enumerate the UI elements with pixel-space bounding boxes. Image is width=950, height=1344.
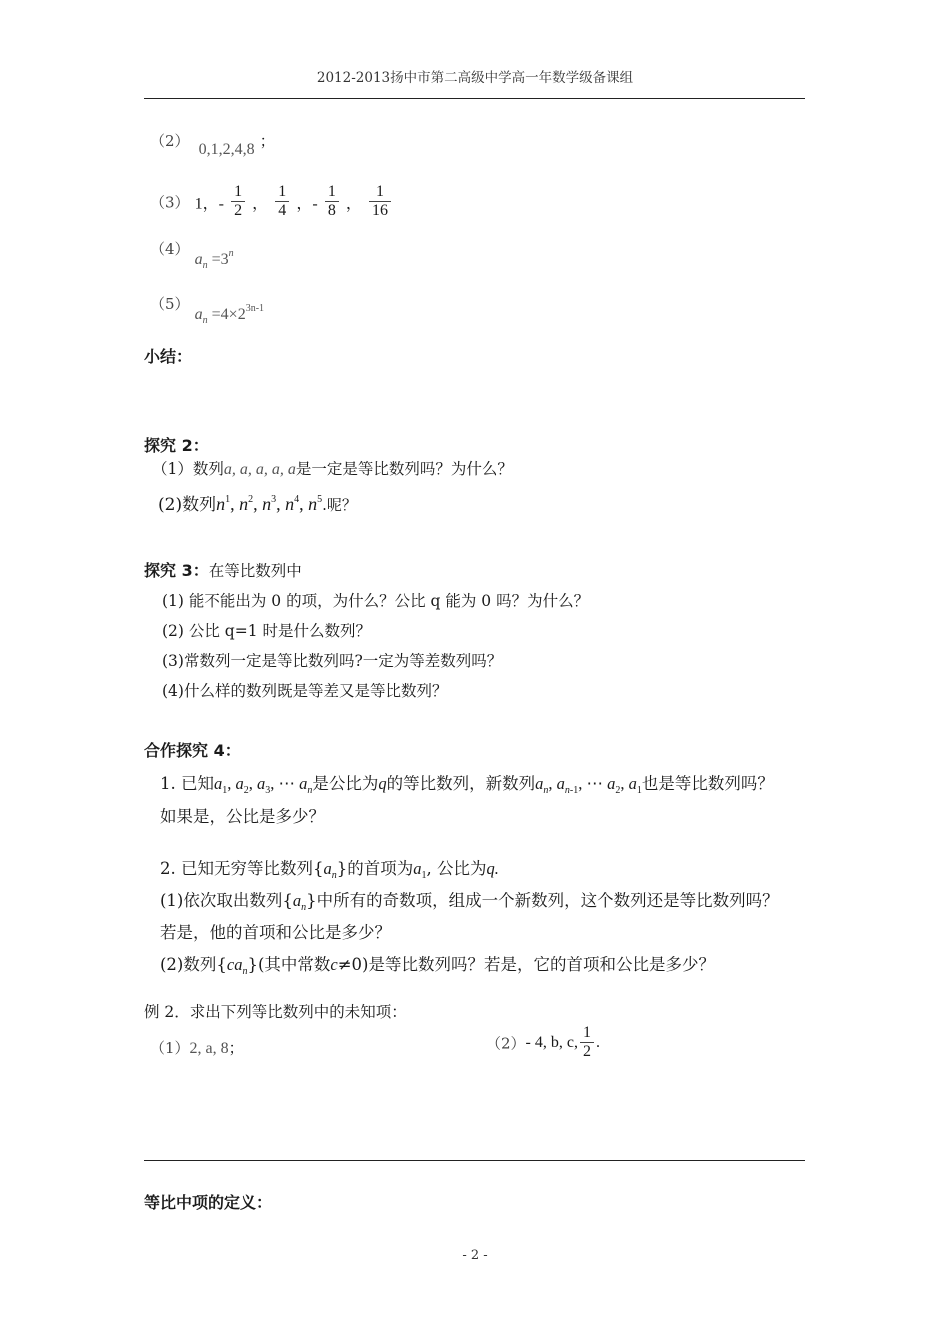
- text: (2)数列{: [160, 955, 227, 974]
- formula: $a_n =4\times 2^{3n-1}$: [194, 303, 265, 326]
- sequence-an-a1: $a_n$, $a_{n-1}$, ⋯ $a_2$, $a_1$: [535, 774, 642, 796]
- explore3-item: (4)什么样的数列既是等差又是等比数列？: [162, 682, 448, 700]
- explore2-q2: [158, 490, 357, 515]
- explore3-item: (2) 公比 q=1 时是什么数列？: [162, 622, 372, 640]
- explore2-title: 探究 2：: [144, 436, 209, 455]
- explore4-problem1-line2: 如果是，公比是多少？: [160, 807, 325, 826]
- semicolon: ；: [228, 1039, 244, 1057]
- text: , 公比为: [426, 859, 487, 878]
- formula: $a_n =3^n$: [194, 248, 234, 271]
- text: (1)依次取出数列{: [160, 891, 293, 910]
- period: .: [595, 1033, 600, 1051]
- ratio-symbol: q: [378, 774, 387, 793]
- example-2: [150, 130, 275, 158]
- page-header: 2012-2013扬中市第二高级中学高一年数学级备课组: [316, 70, 634, 86]
- a-n: $a_n$: [323, 859, 337, 881]
- example-label: （5）: [150, 295, 190, 313]
- question-label: (2)数列: [158, 495, 217, 515]
- header-rule: [144, 98, 805, 99]
- page-number: - 2 -: [462, 1248, 488, 1263]
- explore3-item: (3)常数列一定是等比数列吗?一定为等差数列吗？: [162, 652, 503, 670]
- explore4-problem1: [160, 770, 774, 796]
- text: 也是等比数列吗？: [641, 774, 774, 793]
- explore3-title: 探究 3：: [144, 561, 209, 580]
- sequence-expr: - 4, b, c,: [525, 1033, 578, 1051]
- example-3: [150, 183, 393, 221]
- text: ≠0)是等比数列吗？若是，它的首项和公比是多少？: [337, 955, 715, 974]
- sequence-expr: 0,1,2,4,8: [198, 141, 255, 158]
- explore4-problem2-part1-line2: 若是，他的首项和公比是多少？: [160, 923, 391, 942]
- part-label: （2）: [486, 1034, 526, 1053]
- sequence-a1-an: $a_1$, $a_2$, $a_3$, ⋯ $a_n$: [214, 774, 313, 796]
- text: }中所有的奇数项，组成一个新数列，这个数列还是等比数列吗？: [306, 891, 779, 910]
- text: 2. 已知无穷等比数列{: [160, 859, 324, 878]
- sequence-expr: $n^1$, $n^2$, $n^3$, $n^4$, $n^5$: [216, 494, 323, 514]
- fraction-half: $\frac{1}{2}$: [231, 183, 245, 221]
- fraction-half: $\frac{1}{2}$: [580, 1024, 594, 1062]
- semicolon: ；: [259, 132, 275, 150]
- explore4-problem2: [160, 855, 499, 881]
- comma: ，: [345, 195, 362, 213]
- example-label: （4）: [150, 240, 190, 258]
- text: 的等比数列，新数列: [386, 774, 536, 793]
- explore2-q1: [152, 457, 513, 479]
- a-n: $a_n$: [292, 891, 307, 913]
- explore3-heading: [144, 558, 302, 581]
- definition-title: 等比中项的定义：: [144, 1193, 273, 1212]
- section-rule: [144, 1160, 805, 1161]
- question-text: 是一定是等比数列吗？为什么？: [295, 460, 513, 478]
- explore3-subtitle: 在等比数列中: [208, 562, 302, 580]
- text: }(其中常数: [247, 955, 331, 974]
- comma-minus: ，-: [296, 195, 318, 213]
- example-4: [150, 238, 234, 271]
- summary-title: 小结：: [144, 347, 193, 366]
- sequence-expr: 2, a, 8: [189, 1040, 229, 1057]
- comma: ，: [252, 195, 269, 213]
- example2-title: 例 2．求出下列等比数列中的未知项：: [144, 1003, 407, 1021]
- constant-symbol: c: [330, 955, 338, 974]
- part-label: （1）: [150, 1039, 190, 1057]
- example-label: （3）: [150, 193, 190, 212]
- fraction-quarter: $\frac{1}{4}$: [275, 183, 289, 221]
- question-text: .呢？: [322, 496, 357, 514]
- question-label: （1）数列: [152, 460, 224, 478]
- example2-part1: [150, 1037, 244, 1058]
- a-1: $a_1$: [413, 859, 427, 881]
- example2-part2: [486, 1024, 600, 1062]
- explore4-title: 合作探究 4：: [144, 741, 241, 760]
- sequence-lead: 1，-: [194, 195, 224, 213]
- example-5: [150, 293, 265, 326]
- fraction-eighth: $\frac{1}{8}$: [325, 183, 339, 221]
- fraction-sixteenth: $\frac{1}{16}$: [369, 183, 391, 221]
- text: }的首项为: [336, 859, 414, 878]
- ratio-symbol: q.: [486, 859, 499, 878]
- sequence-expr: a, a, a, a, a: [223, 461, 296, 478]
- example-label: （2）: [150, 132, 190, 150]
- text: 1. 已知: [160, 774, 214, 793]
- text: 是公比为: [312, 774, 379, 793]
- explore4-problem2-part2: [160, 951, 715, 977]
- explore3-item: (1) 能不能出为 0 的项，为什么？公比 q 能为 0 吗？为什么？: [162, 592, 590, 610]
- explore4-problem2-part1: [160, 887, 779, 913]
- c-a-n: $ca_n$: [226, 955, 248, 977]
